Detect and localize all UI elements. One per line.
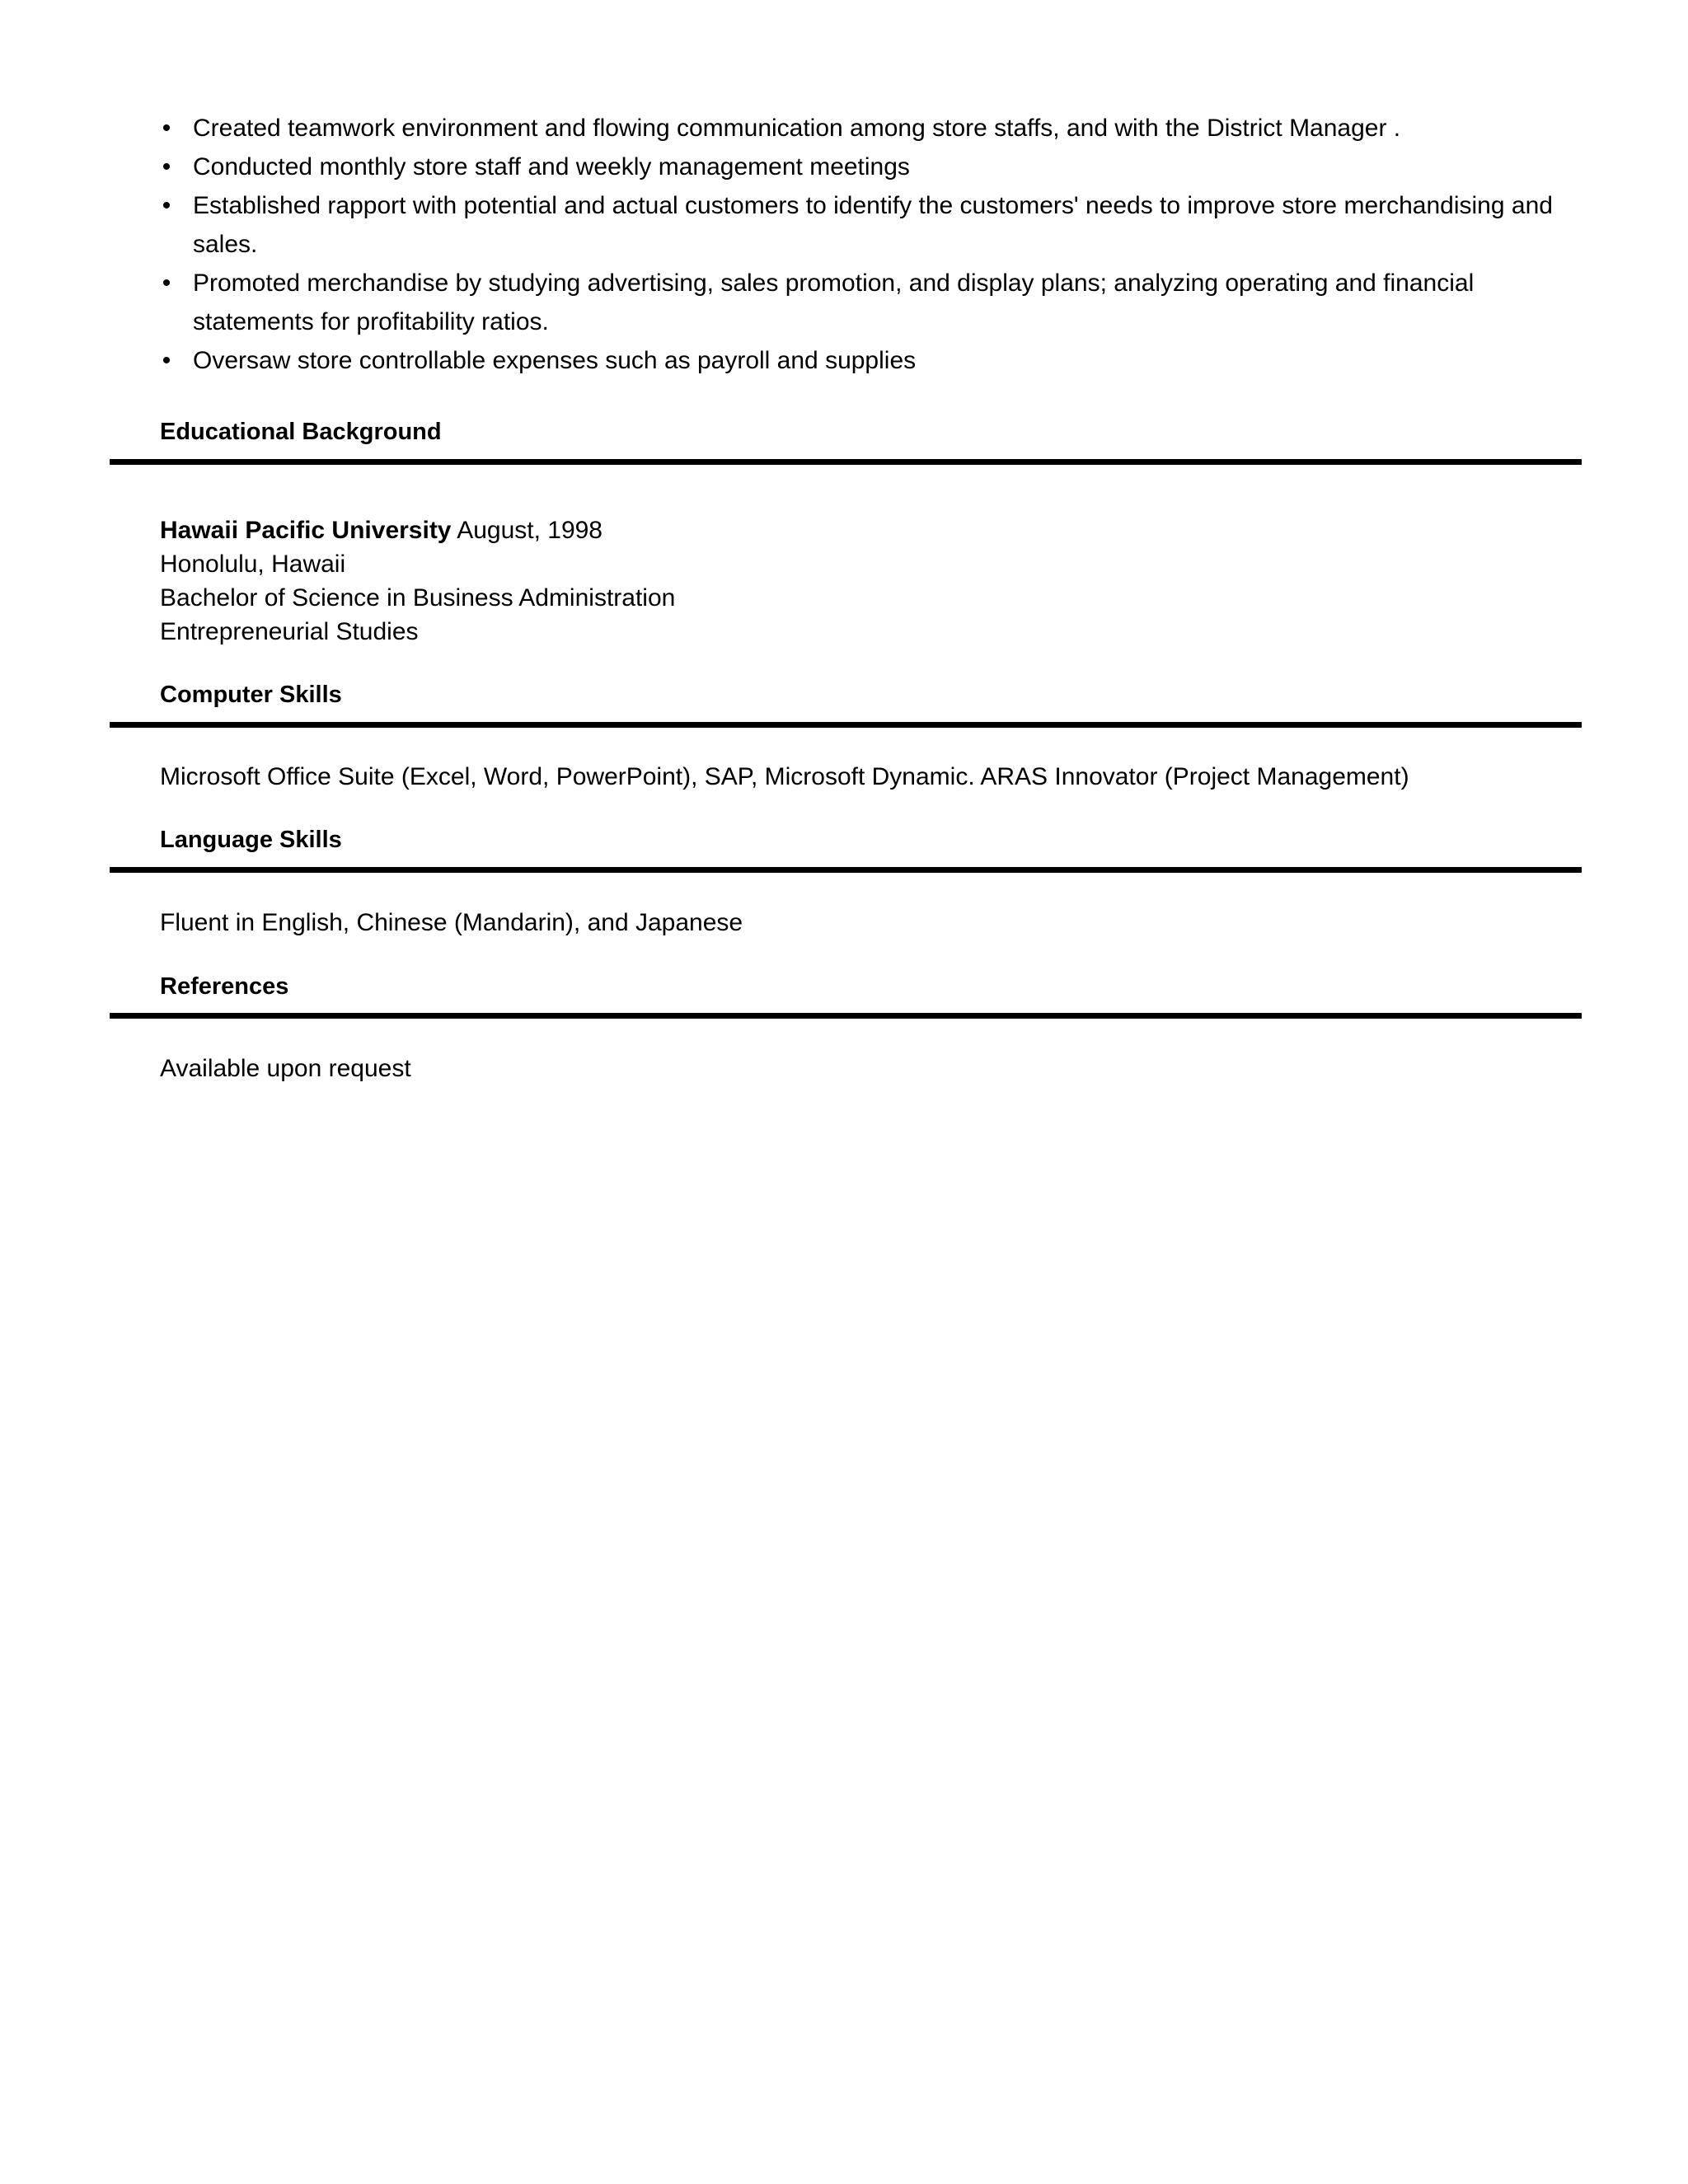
bullet-text: Created teamwork environment and flowing communication among store staffs, and with the District Manager . xyxy=(193,115,1401,142)
bullet-glyph: • xyxy=(162,192,171,219)
computer-skills-heading: Computer Skills xyxy=(160,682,342,708)
field-of-study: Entrepreneurial Studies xyxy=(160,618,419,645)
degree: Bachelor of Science in Business Administration xyxy=(160,584,676,612)
education-school-line xyxy=(160,513,675,547)
bullet-glyph: • xyxy=(162,115,171,142)
school-location: Honolulu, Hawaii xyxy=(160,551,346,578)
list-item xyxy=(162,186,1594,264)
graduation-date: August, 1998 xyxy=(457,517,603,544)
references-heading: References xyxy=(160,973,289,1000)
language-skills-text: Fluent in English, Chinese (Mandarin), and Japanese xyxy=(160,909,743,936)
computer-skills-text: Microsoft Office Suite (Excel, Word, PowerPoint), SAP, Microsoft Dynamic. ARAS Innovator (Project Management) xyxy=(160,763,1409,790)
bullet-glyph: • xyxy=(162,153,171,180)
school-name: Hawaii Pacific University xyxy=(160,517,452,544)
education-divider xyxy=(110,459,1582,465)
bullet-glyph: • xyxy=(162,347,171,374)
language-skills-heading: Language Skills xyxy=(160,827,342,853)
bullet-text: Oversaw store controllable expenses such as payroll and supplies xyxy=(193,347,917,374)
bullet-glyph: • xyxy=(162,269,171,297)
list-item xyxy=(162,341,1594,380)
references-text: Available upon request xyxy=(160,1055,411,1082)
language-skills-divider xyxy=(110,867,1582,873)
list-item xyxy=(162,148,1594,186)
list-item xyxy=(162,264,1594,341)
list-item xyxy=(162,109,1594,148)
experience-bullet-list xyxy=(158,109,1594,380)
bullet-text: Conducted monthly store staff and weekly management meetings xyxy=(193,153,910,180)
references-divider xyxy=(110,1013,1582,1019)
computer-skills-divider xyxy=(110,722,1582,728)
education-details xyxy=(160,513,675,649)
education-heading: Educational Background xyxy=(160,419,442,445)
bullet-text: Established rapport with potential and actual customers to identify the customers' needs to improve store merchandising and sales. xyxy=(193,192,1553,258)
bullet-text: Promoted merchandise by studying advertising, sales promotion, and display plans; analyzing operating and financial statements for profitability ratios. xyxy=(193,269,1475,335)
